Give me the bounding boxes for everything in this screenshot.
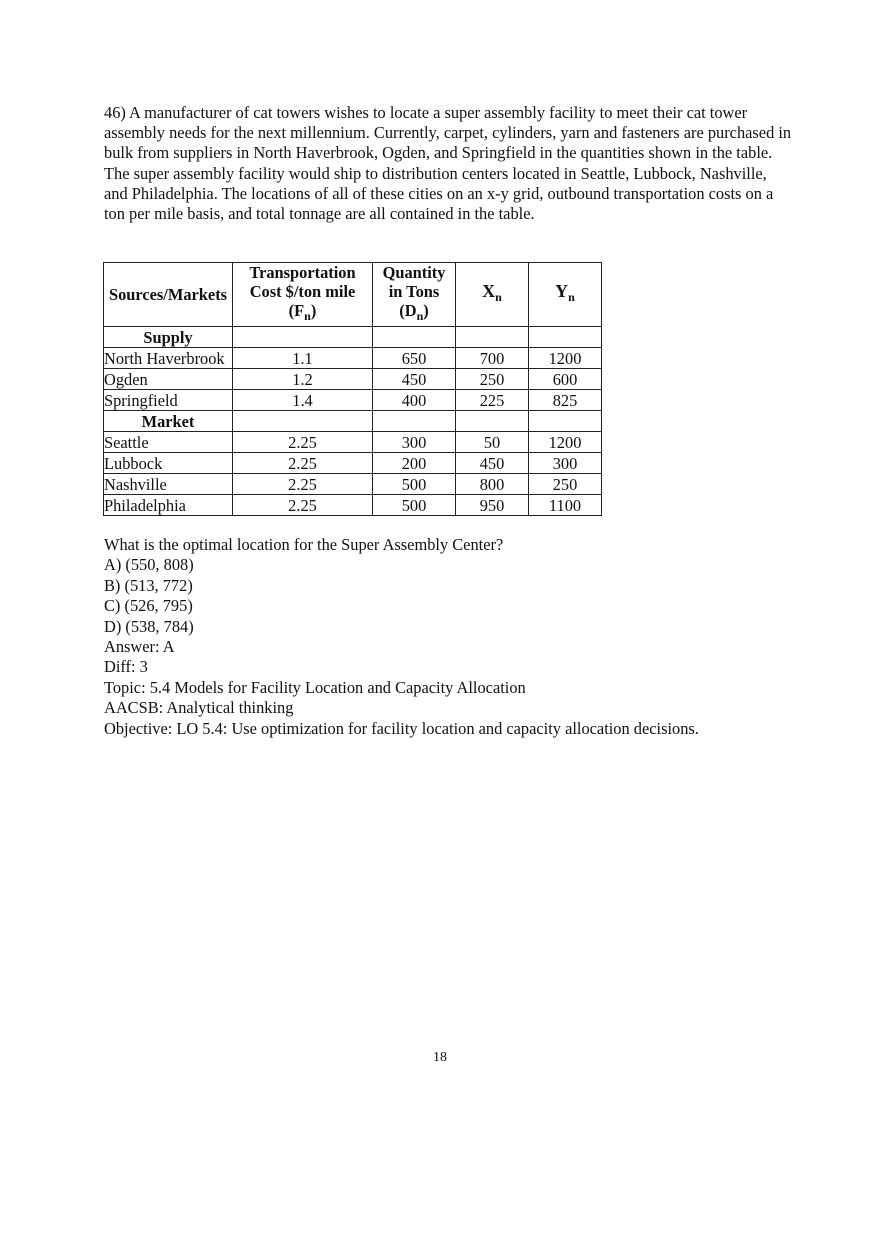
question-answer-block [104,535,699,739]
question-prompt: What is the optimal location for the Super Assembly Center? [104,535,504,554]
table-row: Seattle 2.25 300 50 1200 [104,432,602,453]
location-data-table [103,262,602,516]
table-row: Lubbock 2.25 200 450 300 [104,453,602,474]
question-intro: 46) A manufacturer of cat towers wishes to locate a super assembly facility to meet their cat tower assembly needs for the next millennium. Currently, carpet, cylinders, yarn and fasteners are purchased in bulk from suppliers in North Haverbrook, Ogden, and Springfield in the quantities shown in the table. The super assembly facility would ship to distribution centers located in Seattle, Lubbock, Nashville, and Philadelphia. The locations of all of these cities on an x-y grid, outbound transportation costs on a ton per mile basis, and total tonnage are all contained in the table. [104,103,792,224]
table-row: Ogden 1.2 450 250 600 [104,369,602,390]
table-row: Springfield 1.4 400 225 825 [104,390,602,411]
table-row: North Haverbrook 1.1 650 700 1200 [104,348,602,369]
topic-line: Topic: 5.4 Models for Facility Location and Capacity Allocation [104,677,526,697]
option-a: A) (550, 808) [104,555,194,575]
difficulty-line: Diff: 3 [104,657,148,677]
header-quantity: Quantity in Tons $(D_n)$ [373,263,456,327]
table-row: Nashville 2.25 500 800 250 [104,474,602,495]
aacsb-line: AACSB: Analytical thinking [104,698,294,718]
table-group-market: Market [104,411,602,432]
option-c: C) (526, 795) [104,596,193,616]
header-y: $Y_n$ [529,263,602,327]
option-b: B) (513, 772) [104,575,193,595]
table-header-row [104,263,602,327]
table-group-supply: Supply [104,327,602,348]
answer-line: Answer: A [104,637,175,657]
table-row: Philadelphia 2.25 500 950 1100 [104,495,602,516]
objective-line: Objective: LO 5.4: Use optimization for facility location and capacity allocation decisions. [104,718,699,738]
header-sources-markets: Sources/Markets [104,263,233,327]
header-transport-cost: Transportation Cost $/ton mile $(F_n)$ [233,263,373,327]
page-number: 18 [433,1050,447,1065]
header-x: $X_n$ [456,263,529,327]
option-d: D) (538, 784) [104,616,194,636]
